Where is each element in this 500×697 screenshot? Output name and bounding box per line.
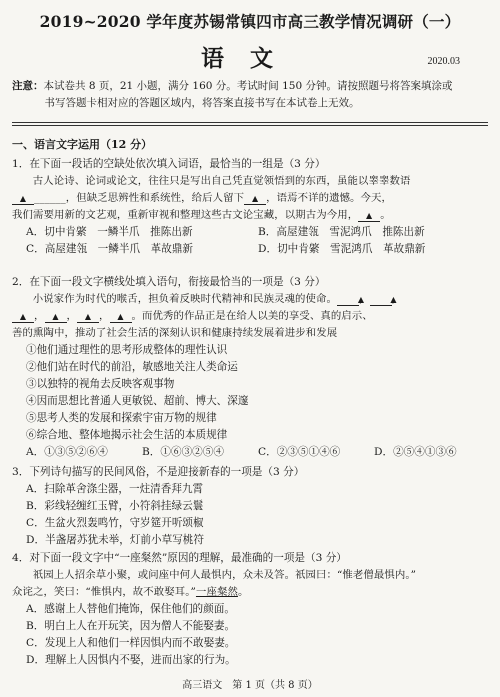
exam-date: 2020.03 xyxy=(427,56,460,67)
page-footer: 高三语文 第 1 页（共 8 页） xyxy=(182,680,318,691)
option-a: A．扫除革舍涤尘器，一炷清香拜九霄 xyxy=(26,483,204,495)
passage-text: ，语焉不详的遗憾。今天， xyxy=(266,192,393,204)
passage-text: 。 xyxy=(380,209,391,221)
blank-marker xyxy=(110,312,132,323)
notice-line-1 xyxy=(12,78,488,95)
question-1-passage-line-2 xyxy=(12,190,490,207)
option-d: D．②⑤④①③⑥ xyxy=(374,446,457,458)
option-a: A．①③⑤②⑥④ xyxy=(26,446,108,458)
question-4-passage-line-2 xyxy=(12,584,490,601)
divider-top-2 xyxy=(12,125,488,126)
statement-item: ②他们站在时代的前沿，敏感地关注人类命运 xyxy=(26,361,238,373)
notice-label: 注意： xyxy=(12,80,44,92)
subject-heading: 语文 xyxy=(201,45,299,72)
section-title: 一、语言文字运用（12 分） xyxy=(12,138,153,151)
question-2-options xyxy=(12,444,490,461)
question-1-passage-line-1: 古人论诗、论词或论文，往往只是写出自己凭直觉领悟到的东西，虽能以睾睾数语 xyxy=(32,175,411,187)
blank-marker xyxy=(337,295,359,306)
option-b: B．彩线轻缠红玉臂，小符斜挂绿云鬟 xyxy=(26,500,204,512)
passage-text: ______，但缺乏思辨性和系统性，给后人留下 xyxy=(34,192,245,204)
notice-line-2: 书写答题卡相对应的答题区域内，将答案直接书写在本试卷上无效。 xyxy=(44,97,360,109)
question-2-stem: 2．在下面一段文字横线处填入语句，衔接最恰当的一项是（3 分） xyxy=(12,276,326,288)
statement-item: ④因而思想比普通人更敏锐、超前、博大、深邃 xyxy=(26,395,249,407)
option-b: B．明白上人在开玩笑，因为僧人不能娶妻。 xyxy=(26,620,236,632)
statement-item: ③以独特的视角去反映客观事物 xyxy=(26,378,175,390)
option-c: C．生盆火烈轰鸣竹，守岁筵开听颂椒 xyxy=(26,517,204,529)
question-1-options xyxy=(12,224,490,258)
question-3-options xyxy=(12,481,490,549)
divider-top xyxy=(12,122,488,123)
blank-marker xyxy=(244,194,266,205)
passage-text: 众诧之，笑曰：“惟惧内，故不敢娶耳。” xyxy=(12,586,196,598)
exam-notice xyxy=(12,78,488,112)
option-c: C．高屋建瓴 一鳞半爪 革故鼎新 xyxy=(26,243,194,255)
question-4 xyxy=(12,550,490,669)
statement-item: ⑥综合地、整体地揭示社会生活的本质规律 xyxy=(26,429,228,441)
blank-marker xyxy=(12,194,34,205)
blank-marker xyxy=(358,211,380,222)
option-a: A．切中肯綮 一鳞半爪 推陈出新 xyxy=(26,226,193,238)
passage-text: 小说家作为时代的喉舌，担负着反映时代精神和民族灵魂的使命。 xyxy=(32,293,338,305)
question-2-passage-line-2: ▲，▲ ，▲ ，▲ 。而优秀的作品正是在给人以美的享受、真的启示、 xyxy=(12,308,490,325)
option-b: B．高屋建瓴 雪泥鸿爪 推陈出新 xyxy=(258,226,425,238)
blank-marker xyxy=(370,295,392,306)
option-c: C．②③⑤①④⑥ xyxy=(258,446,341,458)
question-4-stem: 4．对下面一段文字中“一座粲然”原因的理解，最准确的一项是（3 分） xyxy=(12,552,347,564)
question-2 xyxy=(12,274,490,461)
option-a: A．感谢上人替他们掩饰，保住他们的颜面。 xyxy=(26,603,235,615)
blank-marker xyxy=(77,312,99,323)
statement-item: ⑤思考人类的发展和探索宇宙万物的规律 xyxy=(26,412,217,424)
question-2-passage-line-3: 善的熏陶中，推动了社会生活的深刻认识和健康持续发展着进步和发展 xyxy=(12,327,338,339)
question-3-stem: 3．下列诗句描写的民间风俗，不是迎接新春的一项是（3 分） xyxy=(12,466,305,478)
notice-text-1: 本试卷共 8 页，21 小题，满分 160 分。考试时间 150 分钟。请按照题号将答案填涂或 xyxy=(43,80,453,92)
question-1 xyxy=(12,156,490,258)
question-2-items xyxy=(12,342,490,444)
passage-text: 我们需要用新的文艺观，重新审视和整理这些古文论宝藏，以期古为今用， xyxy=(12,209,359,221)
question-1-passage-line-3 xyxy=(12,207,490,224)
blank-marker xyxy=(12,312,34,323)
question-1-stem: 1．在下面一段话的空缺处依次填入词语，最恰当的一组是（3 分） xyxy=(12,158,326,170)
option-d: D．切中肯綮 雪泥鸿爪 革故鼎新 xyxy=(258,243,426,255)
statement-item: ①他们通过理性的思考形成整体的理性认识 xyxy=(26,344,228,356)
blank-marker xyxy=(45,312,67,323)
question-3 xyxy=(12,464,490,549)
exam-title: 2019~2020 学年度苏锡常镇四市高三教学情况调研（一） xyxy=(39,12,461,31)
passage-text: 。而优秀的作品正是在给人以美的享受、真的启示、 xyxy=(131,310,373,322)
option-d: D．理解上人因惧内不娶，进而出家的行为。 xyxy=(26,654,236,666)
option-d: D．半盏屠苏犹未举，灯前小草写桃符 xyxy=(26,534,204,546)
passage-text: 。 xyxy=(237,586,249,598)
question-2-passage-line-1: 小说家作为时代的喉舌，担负着反映时代精神和民族灵魂的使命。▲ ，▲ ， xyxy=(12,291,490,308)
question-4-passage-line-1: 祇园上人招余草小聚，或问座中何人最惧内，众未及答。祇园曰：“惟老僧最惧内。” xyxy=(32,569,417,581)
option-b: B．①⑥③②⑤④ xyxy=(142,446,224,458)
question-4-options xyxy=(12,601,490,669)
underlined-phrase: 一座粲然 xyxy=(195,586,238,598)
option-c: C．发现上人和他们一样因惧内而不敢娶妻。 xyxy=(26,637,236,649)
